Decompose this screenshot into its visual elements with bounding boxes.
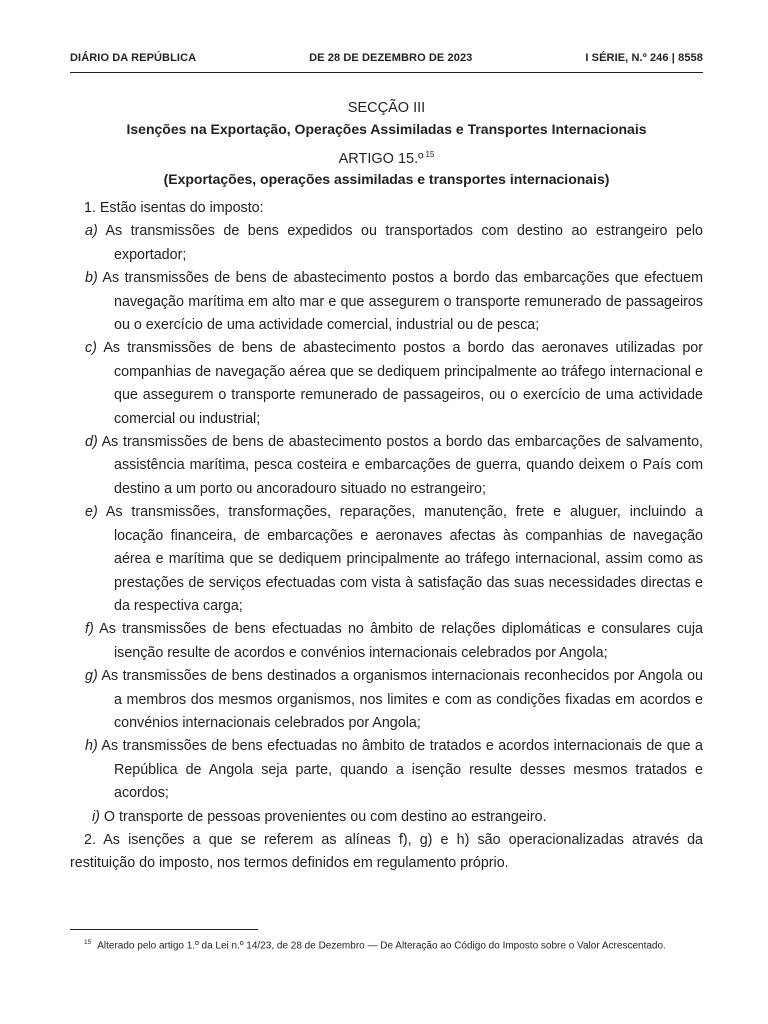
- issue-date: DE 28 DE DEZEMBRO DE 2023: [309, 52, 473, 64]
- list-item: [70, 806, 703, 829]
- list-item: [70, 618, 703, 665]
- list-item: [70, 501, 703, 618]
- footnote-text: Alterado pelo artigo 1.º da Lei n.º 14/23, de 28 de Dezembro — De Alteração ao Código do Imposto sobre o Valor Acrescentado.: [97, 940, 666, 952]
- page-header: [70, 52, 703, 64]
- footnote-number: 15: [84, 939, 92, 946]
- item-letter: a): [85, 223, 98, 240]
- item-text: As transmissões de bens destinados a organismos internacionais reconhecidos por Angola ou a membros dos mesmos organismos, nos limites e com as condições fixadas em acordos e convénios internacionais celebrados por Angola;: [101, 668, 703, 731]
- item-text: As transmissões de bens efectuadas no âmbito de tratados e acordos internacionais de que a República de Angola seja parte, quando a isenção resulte desses mesmos tratados e acordos;: [101, 738, 704, 802]
- item-text: As transmissões de bens expedidos ou transportados com destino ao estrangeiro pelo exportador;: [105, 223, 704, 263]
- item-letter: i): [92, 808, 100, 825]
- item-letter: h): [85, 738, 98, 755]
- list-item: [70, 431, 703, 501]
- footnote: [70, 935, 703, 953]
- list-item: [70, 337, 703, 431]
- list-item: [70, 665, 703, 735]
- header-divider: [70, 72, 703, 73]
- article-number: ARTIGO 15.º: [338, 150, 424, 167]
- item-text: As transmissões de bens de abastecimento postos a bordo das embarcações de salvamento, assistência marítima, pesca costeira e embarcações de guerra, quando deixem o País com destino a um porto ou ancoradouro situado no estrangeiro;: [101, 434, 703, 497]
- item-text: O transporte de pessoas provenientes ou com destino ao estrangeiro.: [103, 808, 547, 825]
- paragraph-2: 2. As isenções a que se referem as alíneas f), g) e h) são operacionalizadas através da restituição do imposto, nos termos definidos em regulamento próprio.: [70, 831, 703, 872]
- item-letter: g): [85, 668, 98, 685]
- section-subtitle: Isenções na Exportação, Operações Assimiladas e Transportes Internacionais: [126, 121, 647, 137]
- item-text: As transmissões de bens de abastecimento postos a bordo das embarcações que efectuem navegação marítima em alto mar e que assegurem o transporte remunerado de passageiros ou o exercício de uma actividade comercial, industrial ou de pesca;: [102, 270, 703, 334]
- paragraph-1-intro: 1. Estão isentas do imposto:: [84, 200, 264, 216]
- document-page: [70, 0, 703, 1024]
- section-title: SECÇÃO III: [347, 100, 426, 116]
- article-body: [70, 197, 703, 876]
- journal-name: DIÁRIO DA REPÚBLICA: [70, 52, 197, 64]
- series-page-number: I SÉRIE, N.º 246 | 8558: [585, 52, 703, 64]
- item-text: As transmissões de bens efectuadas no âmbito de relações diplomáticas e consulares cuja isenção resulte de acordos e convénios internacionais celebrados por Angola;: [99, 621, 703, 661]
- list-item: [70, 735, 703, 805]
- item-letter: c): [85, 340, 97, 357]
- footnote-divider: [70, 929, 258, 930]
- item-text: As transmissões de bens de abastecimento postos a bordo das aeronaves utilizadas por companhias de navegação aérea que se dediquem principalmente ao tráfego internacional e que assegurem o transporte remunerado de passageiros, ou o exercício de uma actividade comercial ou industrial;: [103, 340, 703, 427]
- footnote-reference[interactable]: 15: [425, 150, 435, 159]
- item-text: As transmissões, transformações, reparações, manutenção, frete e aluguer, incluindo a locação financeira, de embarcações e aeronaves afectas às companhias de navegação aérea e marítima que se dediquem principalmente ao tráfego internacional, assim como as prestações de serviços efectuadas com vista à satisfação das suas necessidades directas e da respectiva carga;: [105, 504, 704, 614]
- list-item: [70, 220, 703, 267]
- list-item: [70, 267, 703, 337]
- article-subtitle: (Exportações, operações assimiladas e transportes internacionais): [163, 171, 610, 187]
- item-letter: e): [85, 504, 98, 521]
- item-letter: f): [85, 621, 94, 638]
- item-letter: b): [85, 270, 98, 287]
- item-letter: d): [85, 434, 98, 451]
- article-title: [70, 150, 703, 167]
